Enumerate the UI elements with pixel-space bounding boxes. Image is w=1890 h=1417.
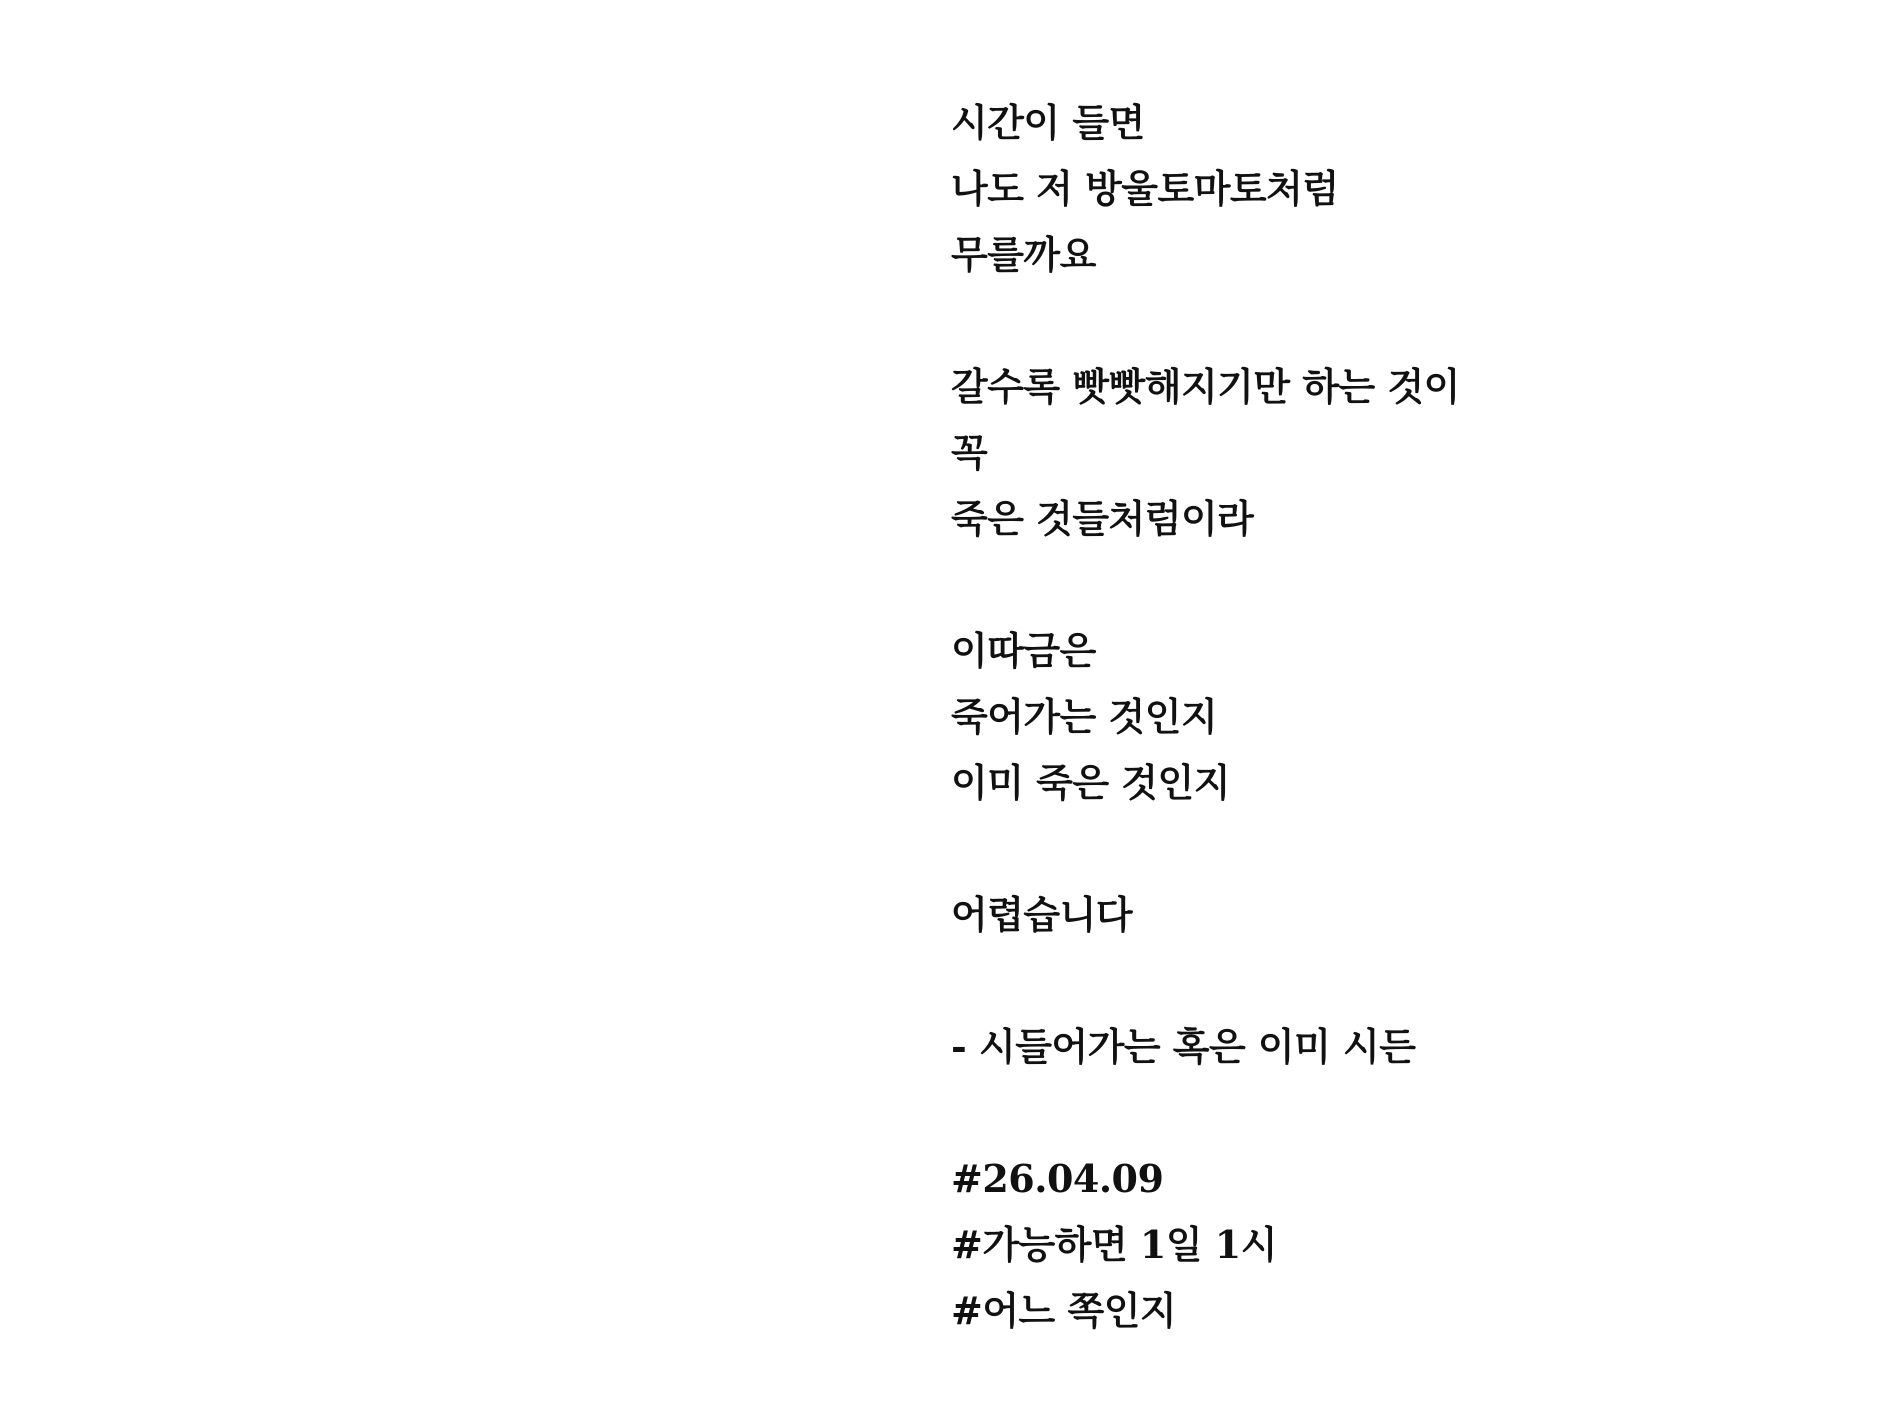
stanza-gap <box>951 816 1851 882</box>
poem-line: 시간이 들면 <box>951 100 1145 145</box>
hashtag: #26.04.09 <box>951 1156 1164 1201</box>
stanza-gap <box>951 948 1851 1014</box>
poem-line: 무를까요 <box>951 232 1096 277</box>
poem-text <box>951 90 1851 1344</box>
poem-line: 이따금은 <box>951 628 1096 673</box>
stanza-gap <box>951 1080 1851 1146</box>
poem-line: 이미 죽은 것인지 <box>951 760 1230 805</box>
poem-line: 나도 저 방울토마토처럼 <box>951 166 1339 211</box>
stanza-gap <box>951 552 1851 618</box>
poem-line: 꼭 <box>951 430 988 475</box>
poem-line: 죽어가는 것인지 <box>951 694 1218 739</box>
poem-title-line: - 시들어가는 혹은 이미 시든 <box>951 1024 1416 1069</box>
hashtag: #가능하면 1일 1시 <box>951 1222 1277 1267</box>
hashtag: #어느 쪽인지 <box>951 1288 1177 1333</box>
poem-line: 갈수록 빳빳해지기만 하는 것이 <box>951 364 1460 409</box>
poem-line: 어렵습니다 <box>951 892 1133 937</box>
stanza-gap <box>951 288 1851 354</box>
poem-line: 죽은 것들처럼이라 <box>951 496 1254 541</box>
